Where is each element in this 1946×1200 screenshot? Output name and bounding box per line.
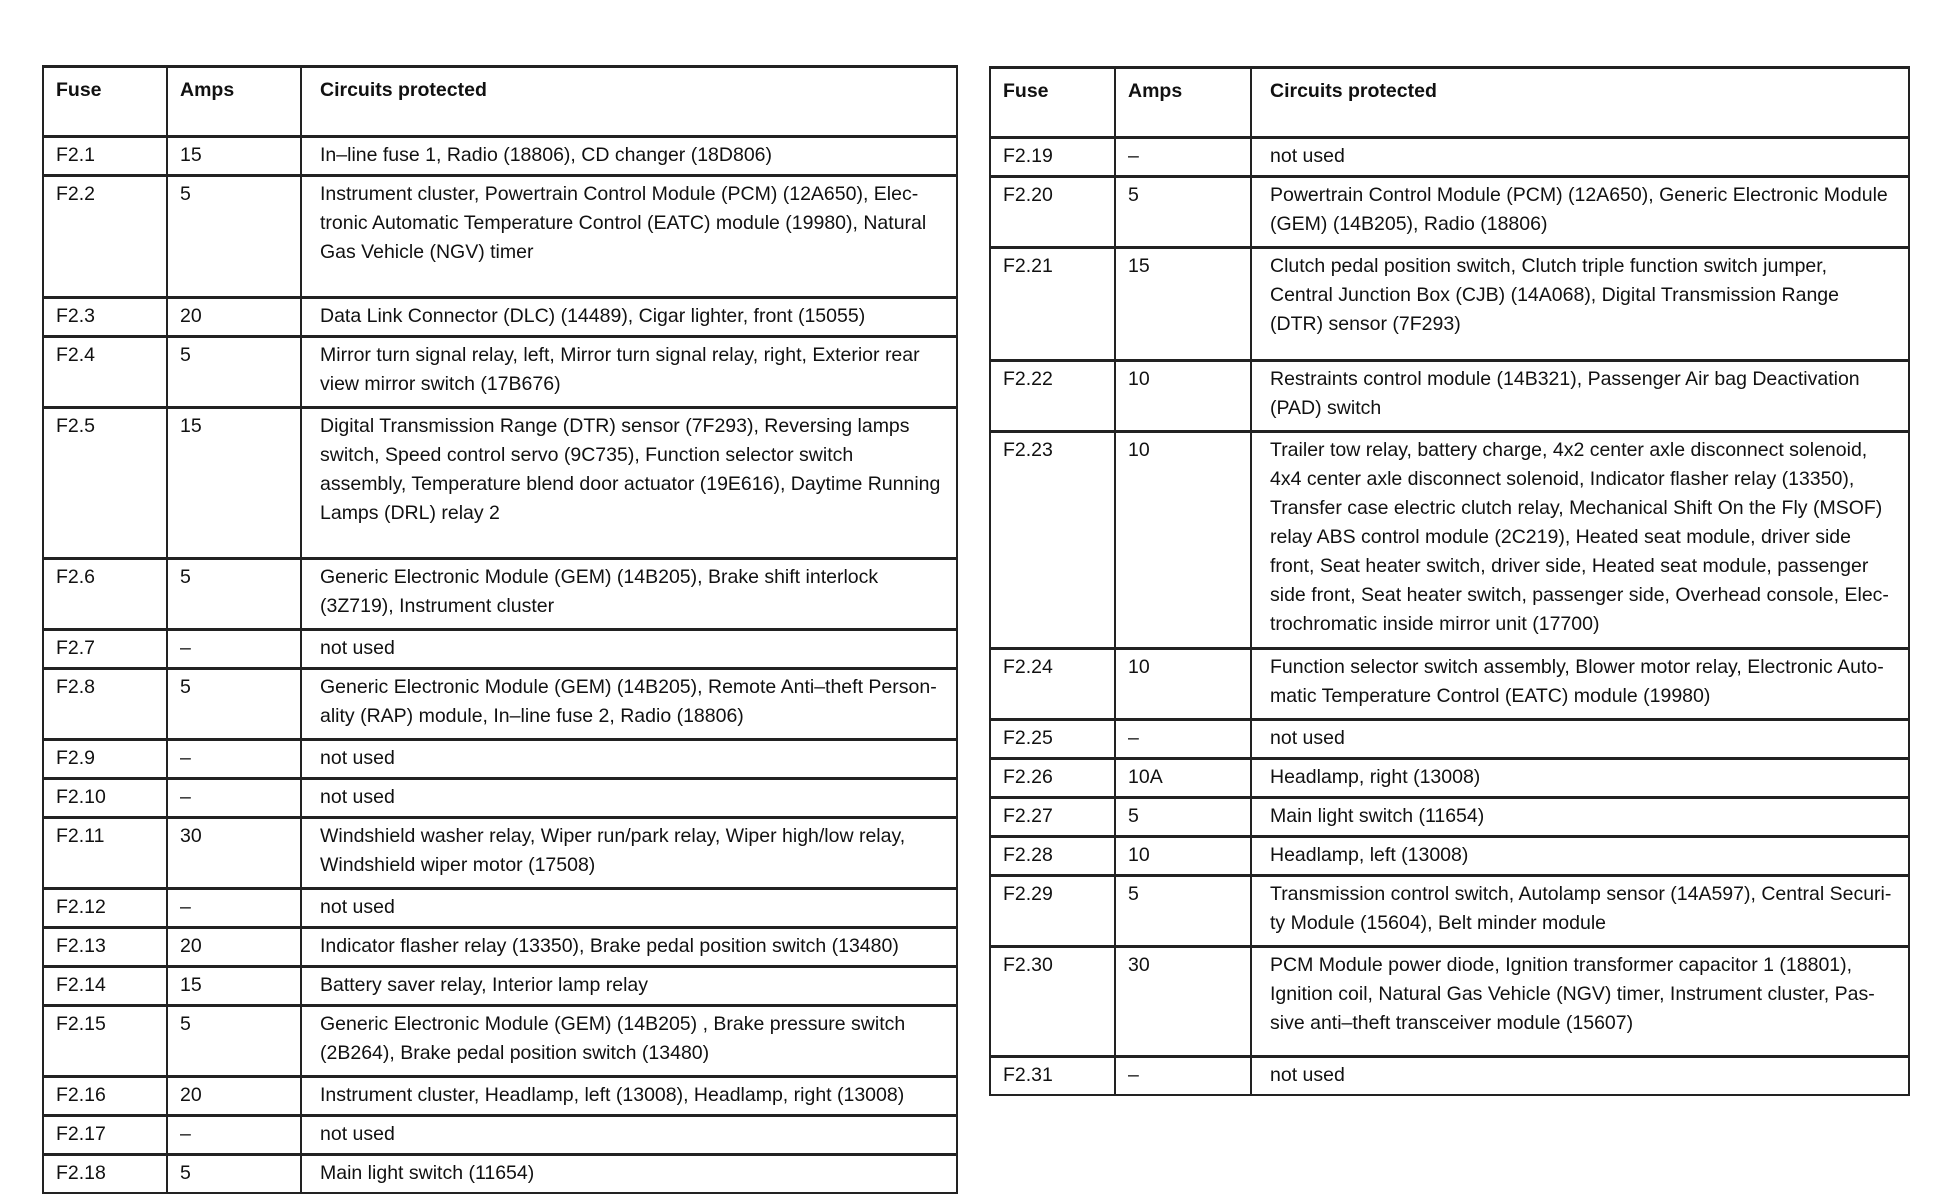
circuits-cell: Headlamp, right (13008)	[1251, 759, 1909, 798]
fuse-cell: F2.18	[43, 1155, 167, 1194]
fuse-cell: F2.15	[43, 1006, 167, 1077]
fuse-cell: F2.29	[990, 876, 1115, 947]
fuse-cell: F2.24	[990, 649, 1115, 720]
amps-cell: 5	[1115, 177, 1251, 248]
circuits-cell: In–line fuse 1, Radio (18806), CD changer (18D806)	[301, 137, 957, 176]
table-row	[43, 928, 957, 967]
amps-cell: 5	[1115, 798, 1251, 837]
fuse-cell: F2.14	[43, 967, 167, 1006]
table-row	[990, 1057, 1909, 1096]
header-circuits: Circuits protected	[301, 67, 957, 137]
table-row	[990, 759, 1909, 798]
fuse-cell: F2.30	[990, 947, 1115, 1057]
table-row	[43, 779, 957, 818]
circuits-cell: not used	[301, 889, 957, 928]
header-fuse: Fuse	[990, 68, 1115, 138]
fuse-cell: F2.28	[990, 837, 1115, 876]
circuits-cell: Trailer tow relay, battery charge, 4x2 center axle disconnect solenoid, 4x4 center axle disconnect solenoid, Indicator flasher relay (13350), Transfer case electric clutch relay, Mechanical Shift On the Fly (MSOF) relay ABS control module (2C219), Heated seat module, driver side front, Seat heater switch, driver side, Heated seat module, passenger side front, Seat heater switch, passenger side, Overhead console, Elec-trochromatic inside mirror unit (17700)	[1251, 432, 1909, 649]
fuse-cell: F2.13	[43, 928, 167, 967]
table-row	[990, 138, 1909, 177]
amps-cell: 30	[167, 818, 301, 889]
table-row	[43, 967, 957, 1006]
amps-cell: 10	[1115, 361, 1251, 432]
circuits-cell: Restraints control module (14B321), Passenger Air bag Deactivation (PAD) switch	[1251, 361, 1909, 432]
header-fuse: Fuse	[43, 67, 167, 137]
fuse-cell: F2.1	[43, 137, 167, 176]
amps-cell: –	[1115, 720, 1251, 759]
amps-cell: –	[1115, 138, 1251, 177]
table-row	[43, 559, 957, 630]
amps-cell: –	[167, 889, 301, 928]
circuits-cell: Main light switch (11654)	[1251, 798, 1909, 837]
table-row	[43, 818, 957, 889]
circuits-cell: Clutch pedal position switch, Clutch triple function switch jumper, Central Junction Box (CJB) (14A068), Digital Transmission Range (DTR) sensor (7F293)	[1251, 248, 1909, 361]
header-amps: Amps	[1115, 68, 1251, 138]
fuse-cell: F2.4	[43, 337, 167, 408]
amps-cell: 30	[1115, 947, 1251, 1057]
table-row	[43, 408, 957, 559]
table-row	[990, 361, 1909, 432]
circuits-cell: Headlamp, left (13008)	[1251, 837, 1909, 876]
table-row	[43, 630, 957, 669]
circuits-cell: not used	[301, 779, 957, 818]
amps-cell: 20	[167, 928, 301, 967]
amps-cell: 5	[167, 176, 301, 298]
table-row	[43, 1077, 957, 1116]
circuits-cell: Indicator flasher relay (13350), Brake pedal position switch (13480)	[301, 928, 957, 967]
amps-cell: 10	[1115, 432, 1251, 649]
fuse-cell: F2.3	[43, 298, 167, 337]
amps-cell: –	[167, 1116, 301, 1155]
circuits-cell: not used	[301, 1116, 957, 1155]
fuse-table-left	[42, 65, 958, 1194]
amps-cell: 5	[167, 337, 301, 408]
circuits-cell: PCM Module power diode, Ignition transformer capacitor 1 (18801), Ignition coil, Natural Gas Vehicle (NGV) timer, Instrument cluster, Pas-sive anti–theft transceiver module (15607)	[1251, 947, 1909, 1057]
circuits-cell: not used	[301, 630, 957, 669]
circuits-cell: not used	[1251, 1057, 1909, 1096]
circuits-cell: Generic Electronic Module (GEM) (14B205) , Brake pressure switch (2B264), Brake pedal position switch (13480)	[301, 1006, 957, 1077]
circuits-cell: Digital Transmission Range (DTR) sensor (7F293), Reversing lamps switch, Speed control servo (9C735), Function selector switch assembly, Temperature blend door actuator (19E616), Daytime Running Lamps (DRL) relay 2	[301, 408, 957, 559]
table-row	[43, 740, 957, 779]
fuse-cell: F2.2	[43, 176, 167, 298]
amps-cell: 5	[167, 559, 301, 630]
table-row	[43, 137, 957, 176]
table-row	[43, 176, 957, 298]
fuse-cell: F2.5	[43, 408, 167, 559]
table-row	[43, 1155, 957, 1194]
fuse-cell: F2.16	[43, 1077, 167, 1116]
circuits-cell: not used	[1251, 720, 1909, 759]
amps-cell: 10	[1115, 837, 1251, 876]
amps-cell: –	[167, 740, 301, 779]
amps-cell: –	[167, 630, 301, 669]
table-row	[990, 876, 1909, 947]
fuse-cell: F2.19	[990, 138, 1115, 177]
circuits-cell: Generic Electronic Module (GEM) (14B205), Brake shift interlock (3Z719), Instrument cluster	[301, 559, 957, 630]
table-row	[43, 669, 957, 740]
table-row	[990, 649, 1909, 720]
circuits-cell: not used	[301, 740, 957, 779]
fuse-cell: F2.26	[990, 759, 1115, 798]
fuse-cell: F2.25	[990, 720, 1115, 759]
table-row	[990, 432, 1909, 649]
fuse-cell: F2.11	[43, 818, 167, 889]
header-amps: Amps	[167, 67, 301, 137]
table-row	[990, 248, 1909, 361]
fuse-cell: F2.21	[990, 248, 1115, 361]
amps-cell: 15	[167, 137, 301, 176]
circuits-cell: Main light switch (11654)	[301, 1155, 957, 1194]
table-row	[990, 177, 1909, 248]
fuse-cell: F2.20	[990, 177, 1115, 248]
amps-cell: 15	[167, 967, 301, 1006]
circuits-cell: Generic Electronic Module (GEM) (14B205), Remote Anti–theft Person-ality (RAP) module, In–line fuse 2, Radio (18806)	[301, 669, 957, 740]
fuse-table-right	[989, 66, 1910, 1096]
circuits-cell: not used	[1251, 138, 1909, 177]
circuits-cell: Transmission control switch, Autolamp sensor (14A597), Central Securi-ty Module (15604), Belt minder module	[1251, 876, 1909, 947]
fuse-cell: F2.10	[43, 779, 167, 818]
amps-cell: 10	[1115, 649, 1251, 720]
circuits-cell: Windshield washer relay, Wiper run/park relay, Wiper high/low relay, Windshield wiper motor (17508)	[301, 818, 957, 889]
table-row	[43, 298, 957, 337]
fuse-cell: F2.7	[43, 630, 167, 669]
fuse-cell: F2.6	[43, 559, 167, 630]
fuse-cell: F2.12	[43, 889, 167, 928]
amps-cell: 15	[1115, 248, 1251, 361]
table-row	[990, 720, 1909, 759]
amps-cell: 15	[167, 408, 301, 559]
circuits-cell: Powertrain Control Module (PCM) (12A650), Generic Electronic Module (GEM) (14B205), Radio (18806)	[1251, 177, 1909, 248]
table-row	[990, 947, 1909, 1057]
circuits-cell: Function selector switch assembly, Blower motor relay, Electronic Auto-matic Temperature Control (EATC) module (19980)	[1251, 649, 1909, 720]
circuits-cell: Instrument cluster, Powertrain Control Module (PCM) (12A650), Elec-tronic Automatic Temperature Control (EATC) module (19980), Natural Gas Vehicle (NGV) timer	[301, 176, 957, 298]
amps-cell: 5	[167, 669, 301, 740]
fuse-cell: F2.27	[990, 798, 1115, 837]
amps-cell: 5	[1115, 876, 1251, 947]
header-row	[990, 68, 1909, 138]
circuits-cell: Mirror turn signal relay, left, Mirror turn signal relay, right, Exterior rear view mirror switch (17B676)	[301, 337, 957, 408]
table-row	[43, 1116, 957, 1155]
table-row	[990, 837, 1909, 876]
table-row	[43, 1006, 957, 1077]
fuse-cell: F2.17	[43, 1116, 167, 1155]
amps-cell: –	[167, 779, 301, 818]
circuits-cell: Battery saver relay, Interior lamp relay	[301, 967, 957, 1006]
amps-cell: –	[1115, 1057, 1251, 1096]
fuse-cell: F2.23	[990, 432, 1115, 649]
fuse-cell: F2.31	[990, 1057, 1115, 1096]
amps-cell: 10A	[1115, 759, 1251, 798]
amps-cell: 5	[167, 1155, 301, 1194]
circuits-cell: Data Link Connector (DLC) (14489), Cigar lighter, front (15055)	[301, 298, 957, 337]
fuse-cell: F2.22	[990, 361, 1115, 432]
table-row	[990, 798, 1909, 837]
header-circuits: Circuits protected	[1251, 68, 1909, 138]
amps-cell: 20	[167, 298, 301, 337]
amps-cell: 5	[167, 1006, 301, 1077]
circuits-cell: Instrument cluster, Headlamp, left (13008), Headlamp, right (13008)	[301, 1077, 957, 1116]
header-row	[43, 67, 957, 137]
amps-cell: 20	[167, 1077, 301, 1116]
table-row	[43, 889, 957, 928]
table-row	[43, 337, 957, 408]
fuse-cell: F2.8	[43, 669, 167, 740]
fuse-cell: F2.9	[43, 740, 167, 779]
